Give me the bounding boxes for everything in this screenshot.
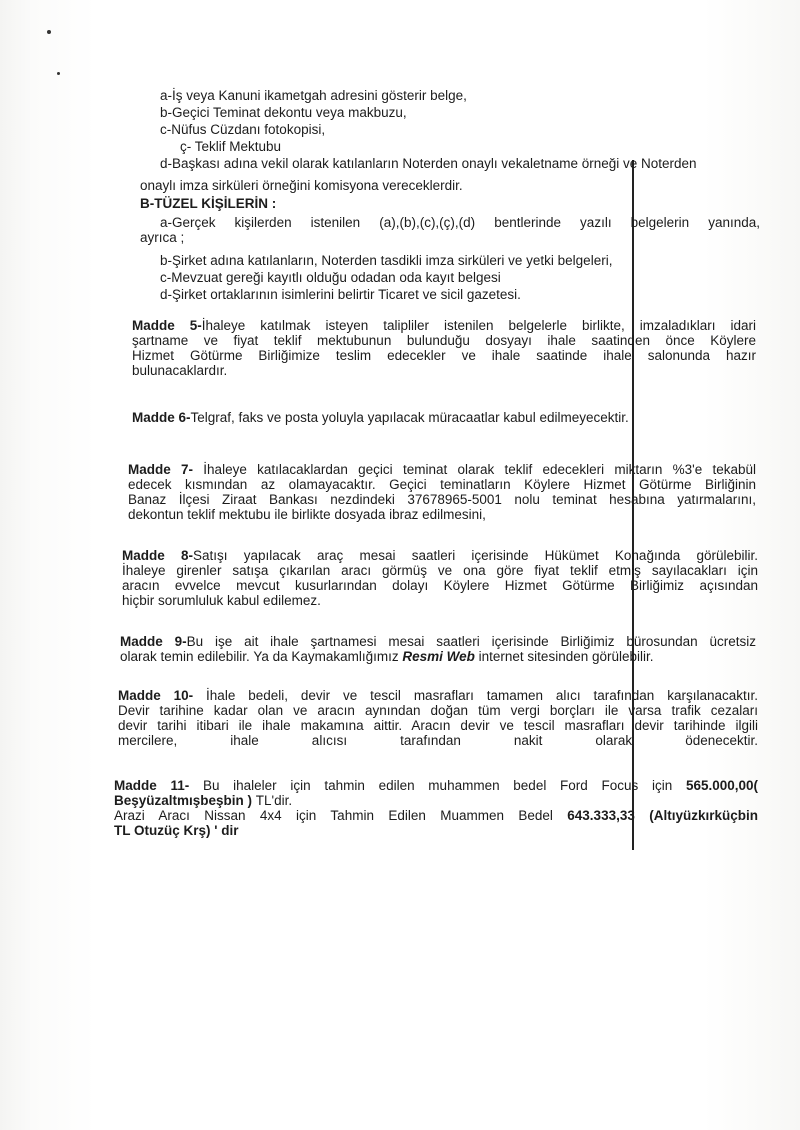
list-item-a: a-İş veya Kanuni ikametgah adresini gösterir belge, [160, 88, 467, 103]
madde-9 [120, 634, 756, 664]
madde-8-line-2: İhaleye girenler satışa çıkarılan aracı görmüş ve ona göre fiyat teklif etmiş sayılacakları için [122, 563, 758, 578]
madde-11-amount-2-words: TL Otuzüç Krş) ' dir [114, 823, 239, 838]
madde-11-line-1-text: Bu ihaleler için tahmin edilen muhammen bedel Ford Focus için [189, 778, 686, 793]
madde-7-line-3: Banaz İlçesi Ziraat Bankası nezdindeki 37678965-5001 nolu teminat hesabına yatırmalarını, [128, 492, 756, 507]
list-item-d: d-Başkası adına vekil olarak katılanların Noterden onaylı vekaletname örneği ve Noterden [160, 156, 697, 171]
madde-11-line-2-tail: TL'dir. [255, 793, 293, 808]
madde-10 [118, 688, 758, 748]
madde-9-line-1 [120, 634, 756, 649]
madde-7-line-1-text: İhaleye katılacaklardan geçici teminat olarak teklif edecekleri miktarın %3'e tekabül [203, 462, 756, 477]
madde-11-amount-2: 643.333,33 (Altıyüzkırküçbin [567, 808, 758, 823]
madde-8-line-4: hiçbir sorumluluk kabul edilemez. [122, 593, 321, 608]
section-a-list [160, 88, 697, 171]
madde-7 [128, 462, 756, 522]
madde-11-label: Madde 11- [114, 778, 190, 793]
madde-5-line-2: şartname ve fiyat teklif mektubunun bulunduğu dosyayı ihale saatinden önce Köylere [132, 333, 756, 348]
madde-9-line-2 [120, 649, 756, 664]
madde-11-line-1 [114, 778, 758, 793]
madde-9-line-2-post: internet sitesinden görülebilir. [474, 649, 654, 664]
madde-10-line-3: devir tarihi itibari ile ihale makamına aittir. Aracın devir ve tescil masrafları devir tarihinde ilgili [118, 718, 758, 733]
madde-11-amount-1-words: Beşyüzaltmışbeşbin ) [114, 793, 256, 808]
madde-7-label: Madde 7- [128, 462, 204, 477]
list-item-d-cont-text: onaylı imza sirküleri örneğini komisyona vereceklerdir. [140, 178, 463, 193]
madde-9-label: Madde 9- [120, 634, 187, 649]
madde-11-line-4 [114, 823, 758, 838]
section-b-item-b: b-Şirket adına katılanların, Noterden tasdikli imza sirküleri ve yetki belgeleri, [160, 253, 613, 268]
madde-8 [122, 548, 758, 608]
madde-11-line-3-text: Arazi Aracı Nissan 4x4 için Tahmin Edilen Muammen Bedel [114, 808, 568, 823]
madde-8-line-1 [122, 548, 758, 563]
section-b-heading-text: B-TÜZEL KİŞİLERİN : [140, 196, 277, 211]
madde-7-line-4: dekontun teklif mektubu ile birlikte dosyada ibraz edilmesini, [128, 507, 486, 522]
madde-5-label: Madde 5- [132, 318, 202, 333]
section-b [140, 196, 760, 302]
madde-6 [132, 410, 756, 425]
madde-5-line-1 [132, 318, 756, 333]
resmi-web-emphasis: Resmi Web [402, 649, 475, 664]
madde-6-label: Madde 6- [132, 410, 191, 425]
madde-8-line-1-text: Satışı yapılacak araç mesai saatleri içerisinde Hükümet Konağında görülebilir. [192, 548, 758, 563]
madde-9-line-1-text: Bu işe ait ihale şartnamesi mesai saatleri içerisinde Birliğimiz bürosundan ücretsiz [186, 634, 756, 649]
page-speck [47, 30, 51, 34]
section-b-item-d: d-Şirket ortaklarının isimlerini belirtir Ticaret ve sicil gazetesi. [160, 287, 521, 302]
madde-5-line-1-text: İhaleye katılmak isteyen talipliler istenilen belgelerle birlikte, imzaladıkları idari [201, 318, 756, 333]
madde-10-line-1 [118, 688, 758, 703]
section-b-heading [140, 196, 760, 211]
madde-6-line-1 [132, 410, 756, 425]
madde-6-text: Telgraf, faks ve posta yoluyla yapılacak müracaatlar kabul edilmeyecektir. [190, 410, 629, 425]
madde-7-line-2: edecek kısmından az olamayacaktır. Geçici teminatların Köylere Hizmet Götürme Birliğinin [128, 477, 756, 492]
madde-7-line-1 [128, 462, 756, 477]
madde-10-line-1-text: İhale bedeli, devir ve tescil masrafları tamamen alıcı tarafından karşılanacaktır. [206, 688, 758, 703]
madde-5 [132, 318, 756, 378]
madde-10-line-4: mercilere, ihale alıcısı tarafından nakit olarak ödenecektir. [118, 733, 758, 748]
madde-9-line-2-pre: olarak temin edilebilir. Ya da Kaymakamlığımız [120, 649, 403, 664]
section-b-item-a: a-Gerçek kişilerden istenilen (a),(b),(c),(ç),(d) bentlerinde yazılı belgelerin yanında, [160, 215, 760, 230]
list-item-d-continuation [140, 178, 760, 193]
section-b-item-c: c-Mevzuat gereği kayıtlı olduğu odadan oda kayıt belgesi [160, 270, 501, 285]
madde-10-label: Madde 10- [118, 688, 207, 703]
madde-11-amount-1: 565.000,00( [685, 778, 758, 793]
madde-5-line-3: Hizmet Götürme Birliğimize teslim edecekler ve ihale saatinde ihale salonunda hazır [132, 348, 756, 363]
madde-10-line-2: Devir tarihine kadar olan ve aracın aynından doğan tüm vergi borçları ile varsa trafik cezaları [118, 703, 758, 718]
madde-8-label: Madde 8- [122, 548, 193, 563]
madde-8-line-3: aracın evvelce mevcut kusurlarından dolayı Köylere Hizmet Götürme Birliğimiz açısından [122, 578, 758, 593]
madde-11-line-2 [114, 793, 758, 808]
page-speck [57, 72, 60, 75]
madde-5-line-4: bulunacaklardır. [132, 363, 228, 378]
section-b-item-a-cont: ayrıca ; [140, 230, 185, 245]
list-item-c-cedilla: ç- Teklif Mektubu [180, 139, 282, 154]
madde-11-line-3 [114, 808, 758, 823]
list-item-c: c-Nüfus Cüzdanı fotokopisi, [160, 122, 326, 137]
list-item-b: b-Geçici Teminat dekontu veya makbuzu, [160, 105, 407, 120]
madde-11 [114, 778, 758, 838]
